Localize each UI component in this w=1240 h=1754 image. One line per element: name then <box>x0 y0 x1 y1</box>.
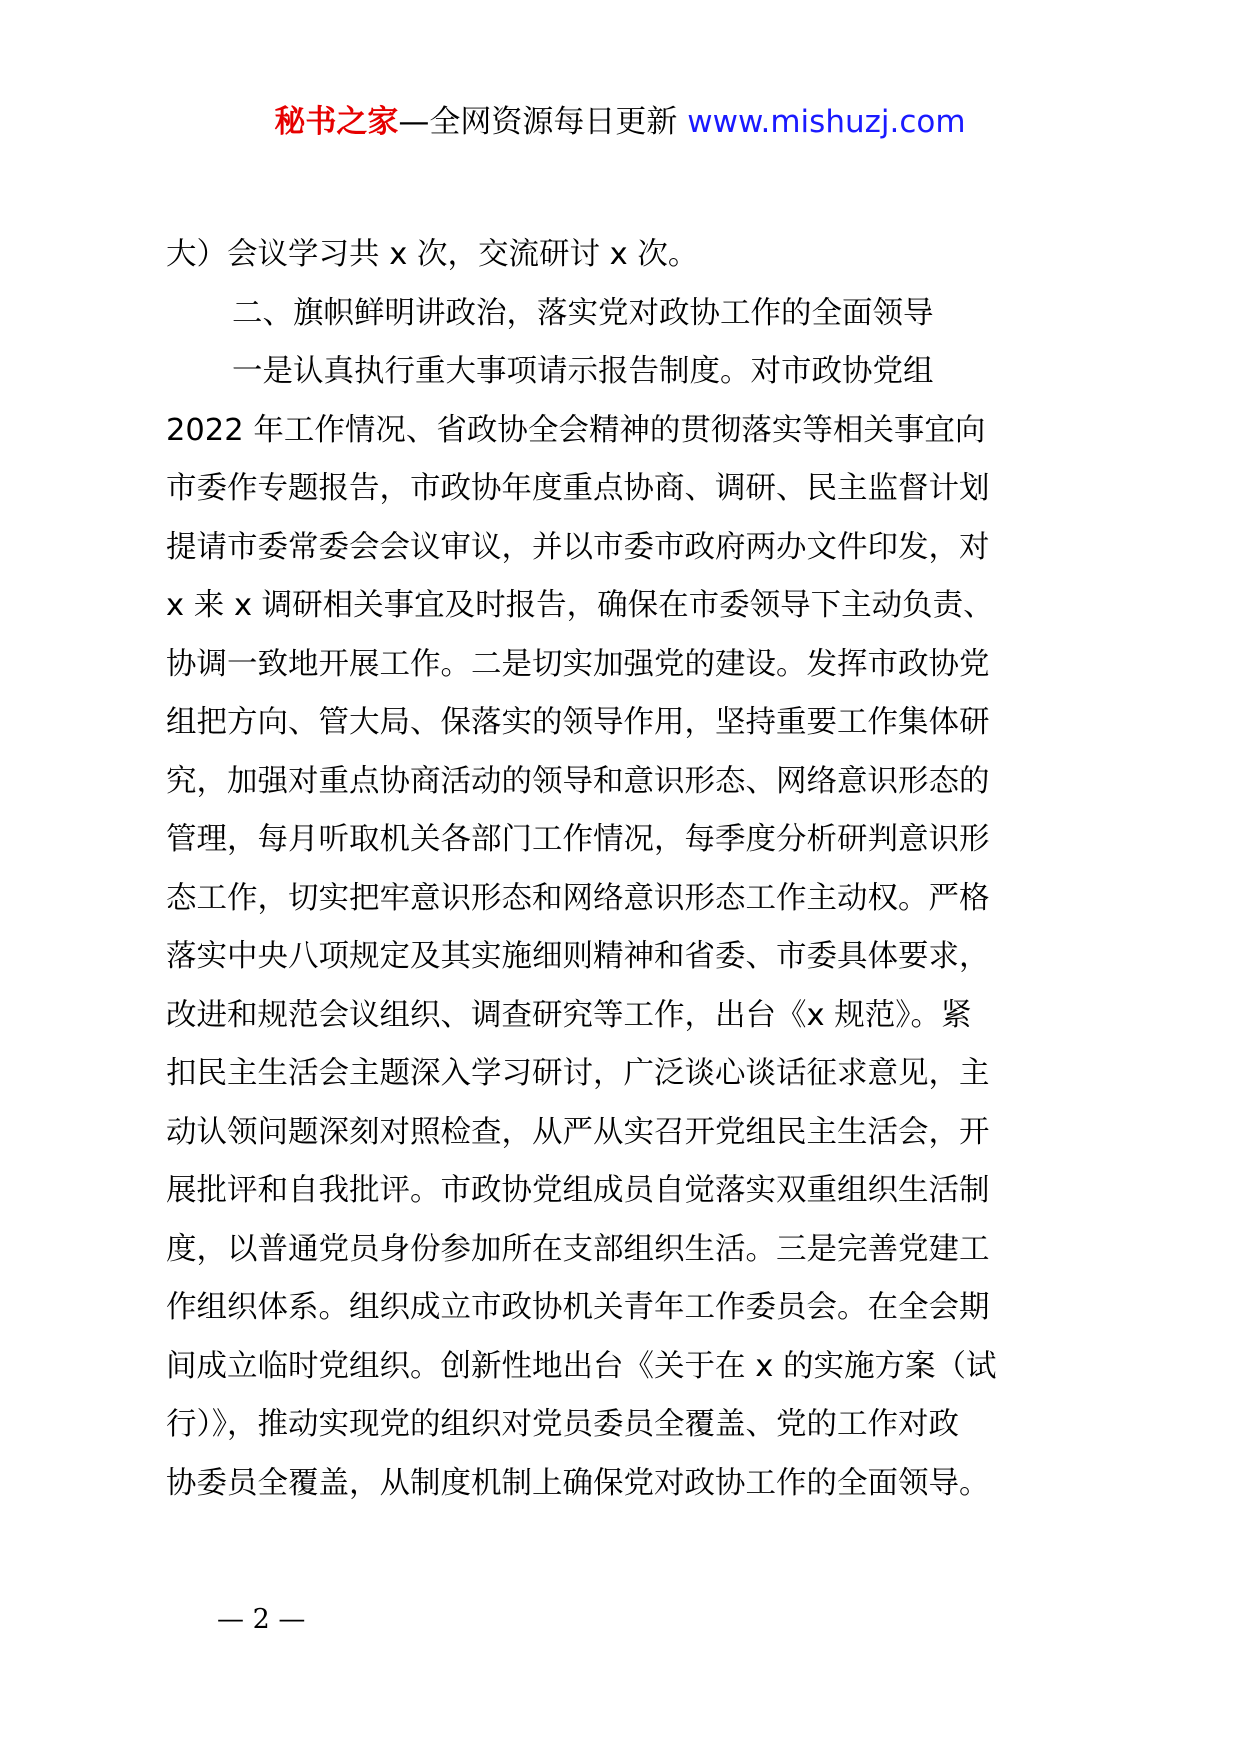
text-line: 管理，每月听取机关各部门工作情况，每季度分析研判意识形 <box>166 822 990 857</box>
text-line: 行）》，推动实现党的组织对党员委员全覆盖、党的工作对政 <box>166 1407 959 1442</box>
paragraph-first-line: 一是认真执行重大事项请示报告制度。对市政协党组 <box>232 354 934 389</box>
text-line: 落实中央八项规定及其实施细则精神和省委、市委具体要求， <box>166 939 990 974</box>
text-line: 组把方向、管大局、保落实的领导作用，坚持重要工作集体研 <box>166 705 990 740</box>
text-line: 扣民主生活会主题深入学习研讨，广泛谈心谈话征求意见，主 <box>166 1056 990 1091</box>
text-line: 态工作，切实把牢意识形态和网络意识形态工作主动权。严格 <box>166 880 990 916</box>
text-line: 市委作专题报告，市政协年度重点协商、调研、民主监督计划 <box>166 471 990 506</box>
site-url-link[interactable]: www.mishuzj.com <box>687 104 966 140</box>
text-line: 度，以普通党员身份参加所在支部组织生活。三是完善党建工 <box>166 1231 990 1267</box>
text-line: 2022 年工作情况、省政协全会精神的贯彻落实等相关事宜向 <box>166 412 986 448</box>
text-line: 提请市委常委会会议审议，并以市委市政府两办文件印发，对 <box>166 529 990 565</box>
text-line: 作组织体系。组织成立市政协机关青年工作委员会。在全会期 <box>166 1290 990 1325</box>
page-number: — 2 — <box>217 1604 306 1635</box>
text-line: 展批评和自我批评。市政协党组成员自觉落实双重组织生活制 <box>166 1173 990 1208</box>
text-line: 协委员全覆盖，从制度机制上确保党对政协工作的全面领导。 <box>166 1465 990 1501</box>
section-heading: 二、旗帜鲜明讲政治，落实党对政协工作的全面领导 <box>232 295 934 331</box>
text-line: 改进和规范会议组织、调查研究等工作，出台《x 规范》。紧 <box>166 997 972 1033</box>
document-body <box>166 226 1096 1513</box>
text-line: 动认领问题深刻对照检查，从严从实召开党组民主生活会，开 <box>166 1114 990 1150</box>
text-line: 间成立临时党组织。创新性地出台《关于在 x 的实施方案（试 <box>166 1348 997 1384</box>
site-banner <box>0 100 1240 144</box>
text-line: x 来 x 调研相关事宜及时报告，确保在市委领导下主动负责、 <box>166 588 994 623</box>
text-line: 协调一致地开展工作。二是切实加强党的建设。发挥市政协党 <box>166 646 990 682</box>
site-tagline: —全网资源每日更新 <box>398 104 678 140</box>
text-line: 究，加强对重点协商活动的领导和意识形态、网络意识形态的 <box>166 763 990 799</box>
text-line: 大）会议学习共 x 次，交流研讨 x 次。 <box>166 237 699 272</box>
site-brand-name: 秘书之家 <box>274 104 399 140</box>
